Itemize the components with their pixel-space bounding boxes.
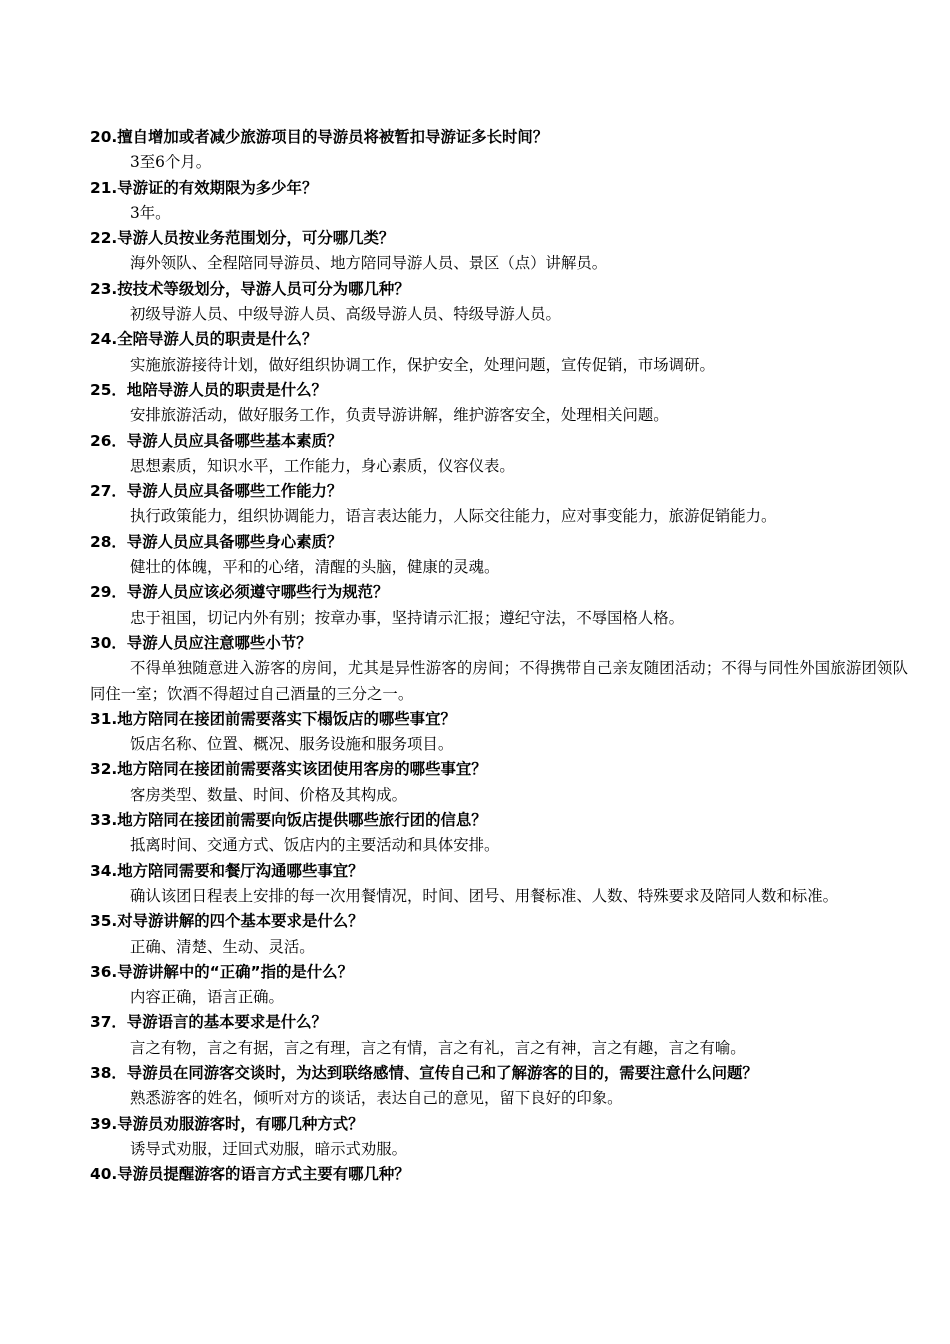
answer: 不得单独随意进入游客的房间，尤其是异性游客的房间；不得携带自己亲友随团活动；不得与同性外国旅游团领队同住一室；饮酒不得超过自己酒量的三分之一。: [90, 659, 908, 703]
question: 32.地方陪同在接团前需要落实该团使用客房的哪些事宜？: [90, 760, 487, 779]
answer: 初级导游人员、中级导游人员、高级导游人员、特级导游人员。: [130, 305, 561, 324]
answer: 执行政策能力，组织协调能力，语言表达能力，人际交往能力，应对事变能力，旅游促销能力。: [130, 507, 777, 526]
answer: 确认该团日程表上安排的每一次用餐情况，时间、团号、用餐标准、人数、特殊要求及陪同人数和标准。: [130, 886, 838, 905]
answer: 健壮的体魄，平和的心绪，清醒的头脑，健康的灵魂。: [130, 558, 500, 577]
question: 38．导游员在同游客交谈时，为达到联络感情、宣传自己和了解游客的目的，需要注意什么问题？: [90, 1063, 758, 1082]
question: 24.全陪导游人员的职责是什么？: [90, 330, 318, 349]
qa-item-35: [90, 909, 908, 960]
qa-item-28: [90, 530, 908, 581]
answer: 忠于祖国，切记内外有别；按章办事，坚持请示汇报；遵纪守法，不辱国格人格。: [130, 608, 685, 627]
qa-item-23: [90, 277, 908, 328]
answer: 安排旅游活动，做好服务工作，负责导游讲解，维护游客安全，处理相关问题。: [130, 406, 669, 425]
answer: 饭店名称、位置、概况、服务设施和服务项目。: [130, 735, 454, 754]
answer: 言之有物，言之有据，言之有理，言之有情，言之有礼，言之有神，言之有趣，言之有喻。: [130, 1038, 746, 1057]
answer: 海外领队、全程陪同导游员、地方陪同导游人员、景区（点）讲解员。: [130, 254, 608, 273]
qa-document: [90, 125, 908, 1187]
answer: 3至6个月。: [130, 153, 212, 172]
answer: 正确、清楚、生动、灵活。: [130, 937, 315, 956]
question: 20.擅自增加或者减少旅游项目的导游员将被暂扣导游证多长时间？: [90, 128, 549, 146]
qa-item-25: [90, 378, 908, 429]
qa-item-31: [90, 707, 908, 758]
question: 35.对导游讲解的四个基本要求是什么？: [90, 912, 364, 931]
question: 31.地方陪同在接团前需要落实下榻饭店的哪些事宜？: [90, 709, 456, 728]
qa-item-36: [90, 960, 908, 1011]
qa-item-20: [90, 125, 908, 176]
answer: 思想素质，知识水平，工作能力，身心素质，仪容仪表。: [130, 456, 515, 475]
question: 28．导游人员应具备哪些身心素质？: [90, 532, 343, 551]
answer: 客房类型、数量、时间、价格及其构成。: [130, 785, 408, 804]
answer: 诱导式劝服，迂回式劝服，暗示式劝服。: [130, 1139, 408, 1158]
question: 30．导游人员应注意哪些小节？: [90, 633, 312, 652]
qa-item-22: [90, 226, 908, 277]
answer: 抵离时间、交通方式、饭店内的主要活动和具体安排。: [130, 836, 500, 855]
question: 39.导游员劝服游客时，有哪几种方式？: [90, 1114, 364, 1133]
qa-item-34: [90, 859, 908, 910]
answer: 内容正确，语言正确。: [130, 988, 284, 1007]
question: 40.导游员提醒游客的语言方式主要有哪几种？: [90, 1165, 410, 1184]
answer: 熟悉游客的姓名，倾听对方的谈话，表达自己的意见，留下良好的印象。: [130, 1089, 623, 1108]
qa-item-29: [90, 580, 908, 631]
answer: 3年。: [130, 203, 171, 222]
qa-item-30: [90, 631, 908, 707]
question: 37．导游语言的基本要求是什么？: [90, 1013, 327, 1032]
answer: 实施旅游接待计划，做好组织协调工作，保护安全，处理问题，宣传促销，市场调研。: [130, 355, 715, 374]
qa-item-26: [90, 429, 908, 480]
question: 26．导游人员应具备哪些基本素质？: [90, 431, 343, 450]
qa-item-40: [90, 1162, 908, 1187]
question: 23.按技术等级划分，导游人员可分为哪几种？: [90, 279, 410, 298]
question: 22.导游人员按业务范围划分，可分哪几类？: [90, 229, 395, 248]
question: 29．导游人员应该必须遵守哪些行为规范？: [90, 583, 389, 602]
qa-item-38: [90, 1061, 908, 1112]
question: 33.地方陪同在接团前需要向饭店提供哪些旅行团的信息？: [90, 811, 487, 830]
qa-item-33: [90, 808, 908, 859]
question: 36.导游讲解中的“正确”指的是什么？: [90, 962, 353, 981]
qa-item-32: [90, 757, 908, 808]
question: 27．导游人员应具备哪些工作能力？: [90, 482, 343, 501]
qa-item-37: [90, 1010, 908, 1061]
question: 34.地方陪同需要和餐厅沟通哪些事宜？: [90, 861, 364, 880]
qa-item-27: [90, 479, 908, 530]
question: 25．地陪导游人员的职责是什么？: [90, 380, 327, 399]
qa-item-24: [90, 327, 908, 378]
qa-item-21: [90, 176, 908, 227]
question: 21.导游证的有效期限为多少年？: [90, 178, 318, 197]
qa-item-39: [90, 1112, 908, 1163]
